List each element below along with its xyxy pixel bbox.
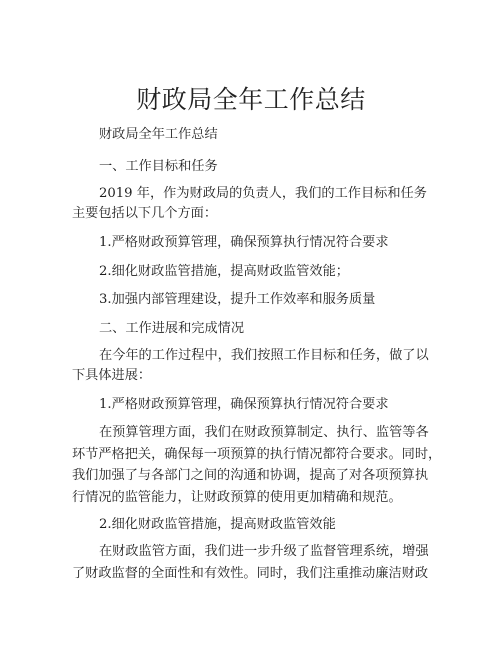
- paragraph-line: 在预算管理方面，我们在财政预算制定、执行、监管等各: [99, 425, 429, 440]
- subsection-heading-1: [72, 394, 437, 416]
- paragraph-line: 2019 年，作为财政局的负责人，我们的工作目标和任务: [99, 186, 427, 201]
- paragraph-line: 一、工作目标和任务: [99, 159, 218, 174]
- paragraph-line: 环节严格把关，确保每一项预算的执行情况都符合要求。同时，: [72, 446, 442, 462]
- list-item-goal-1: [72, 232, 437, 254]
- paragraph-supervision: [72, 541, 437, 584]
- paragraph-line: 2.细化财政监管措施，提高财政监管效能；: [99, 264, 349, 279]
- paragraph-line: 行情况的监管能力，让财政预算的使用更加精确和规范。: [72, 489, 402, 505]
- paragraph-line: 2.细化财政监管措施，提高财政监管效能: [99, 517, 336, 532]
- list-item-goal-2: [72, 261, 437, 283]
- section-heading-2: [72, 318, 437, 340]
- paragraph-line: 1.严格财政预算管理，确保预算执行情况符合要求: [99, 235, 389, 250]
- paragraph-line: 1.严格财政预算管理，确保预算执行情况符合要求: [99, 397, 389, 412]
- paragraph-line: 我们加强了与各部门之间的沟通和协调，提高了对各项预算执: [72, 468, 429, 483]
- paragraph-goals-intro: [72, 183, 437, 224]
- section-heading-1: [72, 156, 437, 178]
- subsection-heading-2: [72, 514, 437, 536]
- paragraph-line: 在今年的工作过程中，我们按照工作目标和任务，做了以: [99, 348, 429, 363]
- document-title: 财政局全年工作总结: [136, 85, 366, 114]
- paragraph-line: 在财政监管方面，我们进一步升级了监督管理系统，增强: [99, 544, 429, 559]
- paragraph-line: 二、工作进展和完成情况: [99, 321, 245, 336]
- paragraph-line: 主要包括以下几个方面：: [72, 205, 218, 221]
- paragraph-progress-intro: [72, 345, 437, 386]
- paragraph-budget-management: [72, 422, 442, 508]
- paragraph-line: 3.加强内部管理建设，提升工作效率和服务质量: [99, 292, 376, 307]
- paragraph-line: 下具体进展：: [72, 367, 152, 383]
- list-item-goal-3: [72, 289, 437, 311]
- paragraph-line: 了财政监督的全面性和有效性。同时，我们注重推动廉洁财政: [72, 565, 429, 581]
- paragraph-line: 财政局全年工作总结: [99, 127, 218, 142]
- paragraph-subtitle: [72, 124, 437, 146]
